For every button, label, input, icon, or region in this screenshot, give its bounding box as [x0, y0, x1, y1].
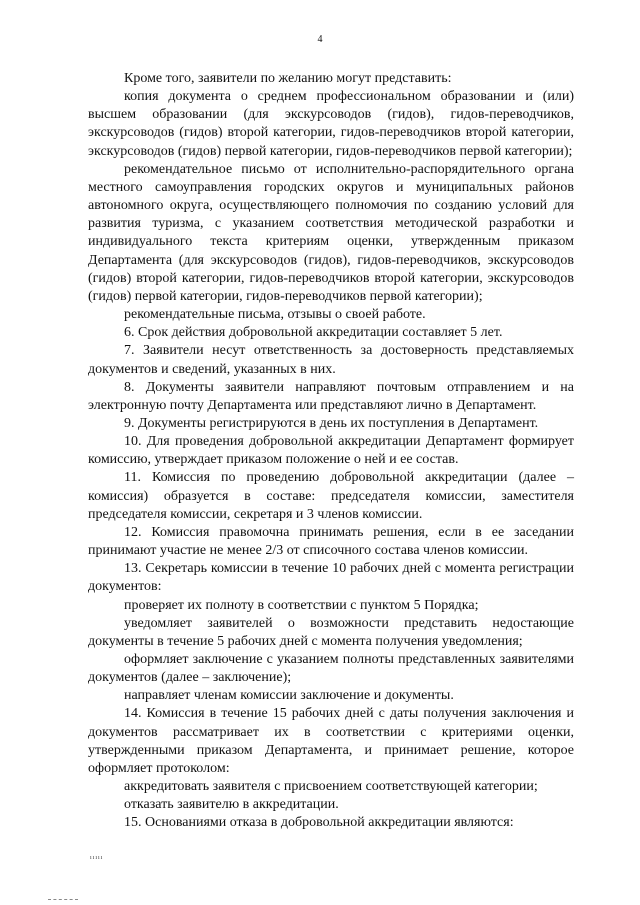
paragraph-item-12: 12. Комиссия правомочна принимать решения, если в ее заседании принимают участие не менее 2/3 от списочного состава членов комиссии.	[88, 524, 574, 559]
document-body	[88, 70, 574, 833]
paragraph-item-13-send: направляет членам комиссии заключение и документы.	[124, 688, 454, 704]
paragraph-recommendation-letter: рекомендательное письмо от исполнительно-распорядительного органа местного самоуправления городских округов и муниципальных районов автономного округа, осуществляющего полномочия по созданию условий для развития туризма, с указанием соответствия методической разработки и индивидуального текста критериям оценки, утвержденным приказом Департамента (для экскурсоводов (гидов), гидов-переводчиков, экскурсоводов (гидов) второй категории, гидов-переводчиков второй категории, экскурсоводов (гидов) первой категории, гидов-переводчиков первой категории);	[88, 161, 574, 304]
paragraph-item-13: 13. Секретарь комиссии в течение 10 рабочих дней с момента регистрации документов:	[88, 561, 574, 595]
paragraph-intro: Кроме того, заявители по желанию могут представить:	[124, 71, 452, 86]
paragraph-item-13-conclusion: оформляет заключение с указанием полноты представленных заявителями документов (далее – заключение);	[88, 652, 574, 686]
paragraph-item-10: 10. Для проведения добровольной аккредитации Департамент формирует комиссию, утверждает приказом положение о ней и ее состав.	[88, 434, 574, 468]
paragraph-item-14: 14. Комиссия в течение 15 рабочих дней с даты получения заключения и документов рассматривает их в соответствии с критериями оценки, утвержденными приказом Департамента, и принимает решение, которое оформляет протоколом:	[88, 706, 574, 776]
paragraph-item-15: 15. Основаниями отказа в добровольной аккредитации являются:	[124, 815, 514, 831]
paragraph-item-6: 6. Срок действия добровольной аккредитации составляет 5 лет.	[124, 325, 503, 341]
paragraph-item-13-notify: уведомляет заявителей о возможности представить недостающие документы в течение 5 рабочих дней с момента получения уведомления;	[88, 615, 574, 649]
paragraph-item-8: 8. Документы заявители направляют почтовым отправлением и на электронную почту Департамента или представляют лично в Департамент.	[88, 379, 574, 413]
page-number: 4	[317, 34, 323, 45]
paragraph-item-13-check: проверяет их полноту в соответствии с пунктом 5 Порядка;	[124, 597, 479, 613]
paragraph-item-9: 9. Документы регистрируются в день их поступления в Департамент.	[124, 415, 539, 431]
paragraph-item-7: 7. Заявители несут ответственность за достоверность представляемых документов и сведений, указанных в них.	[88, 343, 574, 377]
paragraph-item-14-refuse: отказать заявителю в аккредитации.	[124, 797, 339, 813]
paragraph-education-copy: копия документа о среднем профессиональном образовании и (или) высшем образовании (для экскурсоводов (гидов), гидов-переводчиков, экскурсоводов (гидов) второй категории, гидов-переводчиков второй категории, экскурсоводов (гидов) первой категории, гидов-переводчиков первой категории);	[88, 89, 574, 159]
paragraph-reference-letters: рекомендательные письма, отзывы о своей работе.	[124, 307, 426, 323]
scan-edge-mark	[48, 899, 78, 901]
paragraph-item-11: 11. Комиссия по проведению добровольной аккредитации (далее – комиссия) образуется в составе: председателя комиссии, заместителя председателя комиссии, секретаря и 3 членов комиссии.	[88, 470, 574, 522]
paragraph-item-14-accredit: аккредитовать заявителя с присвоением соответствующей категории;	[124, 779, 538, 795]
footer-mark: ııııı	[90, 855, 104, 861]
